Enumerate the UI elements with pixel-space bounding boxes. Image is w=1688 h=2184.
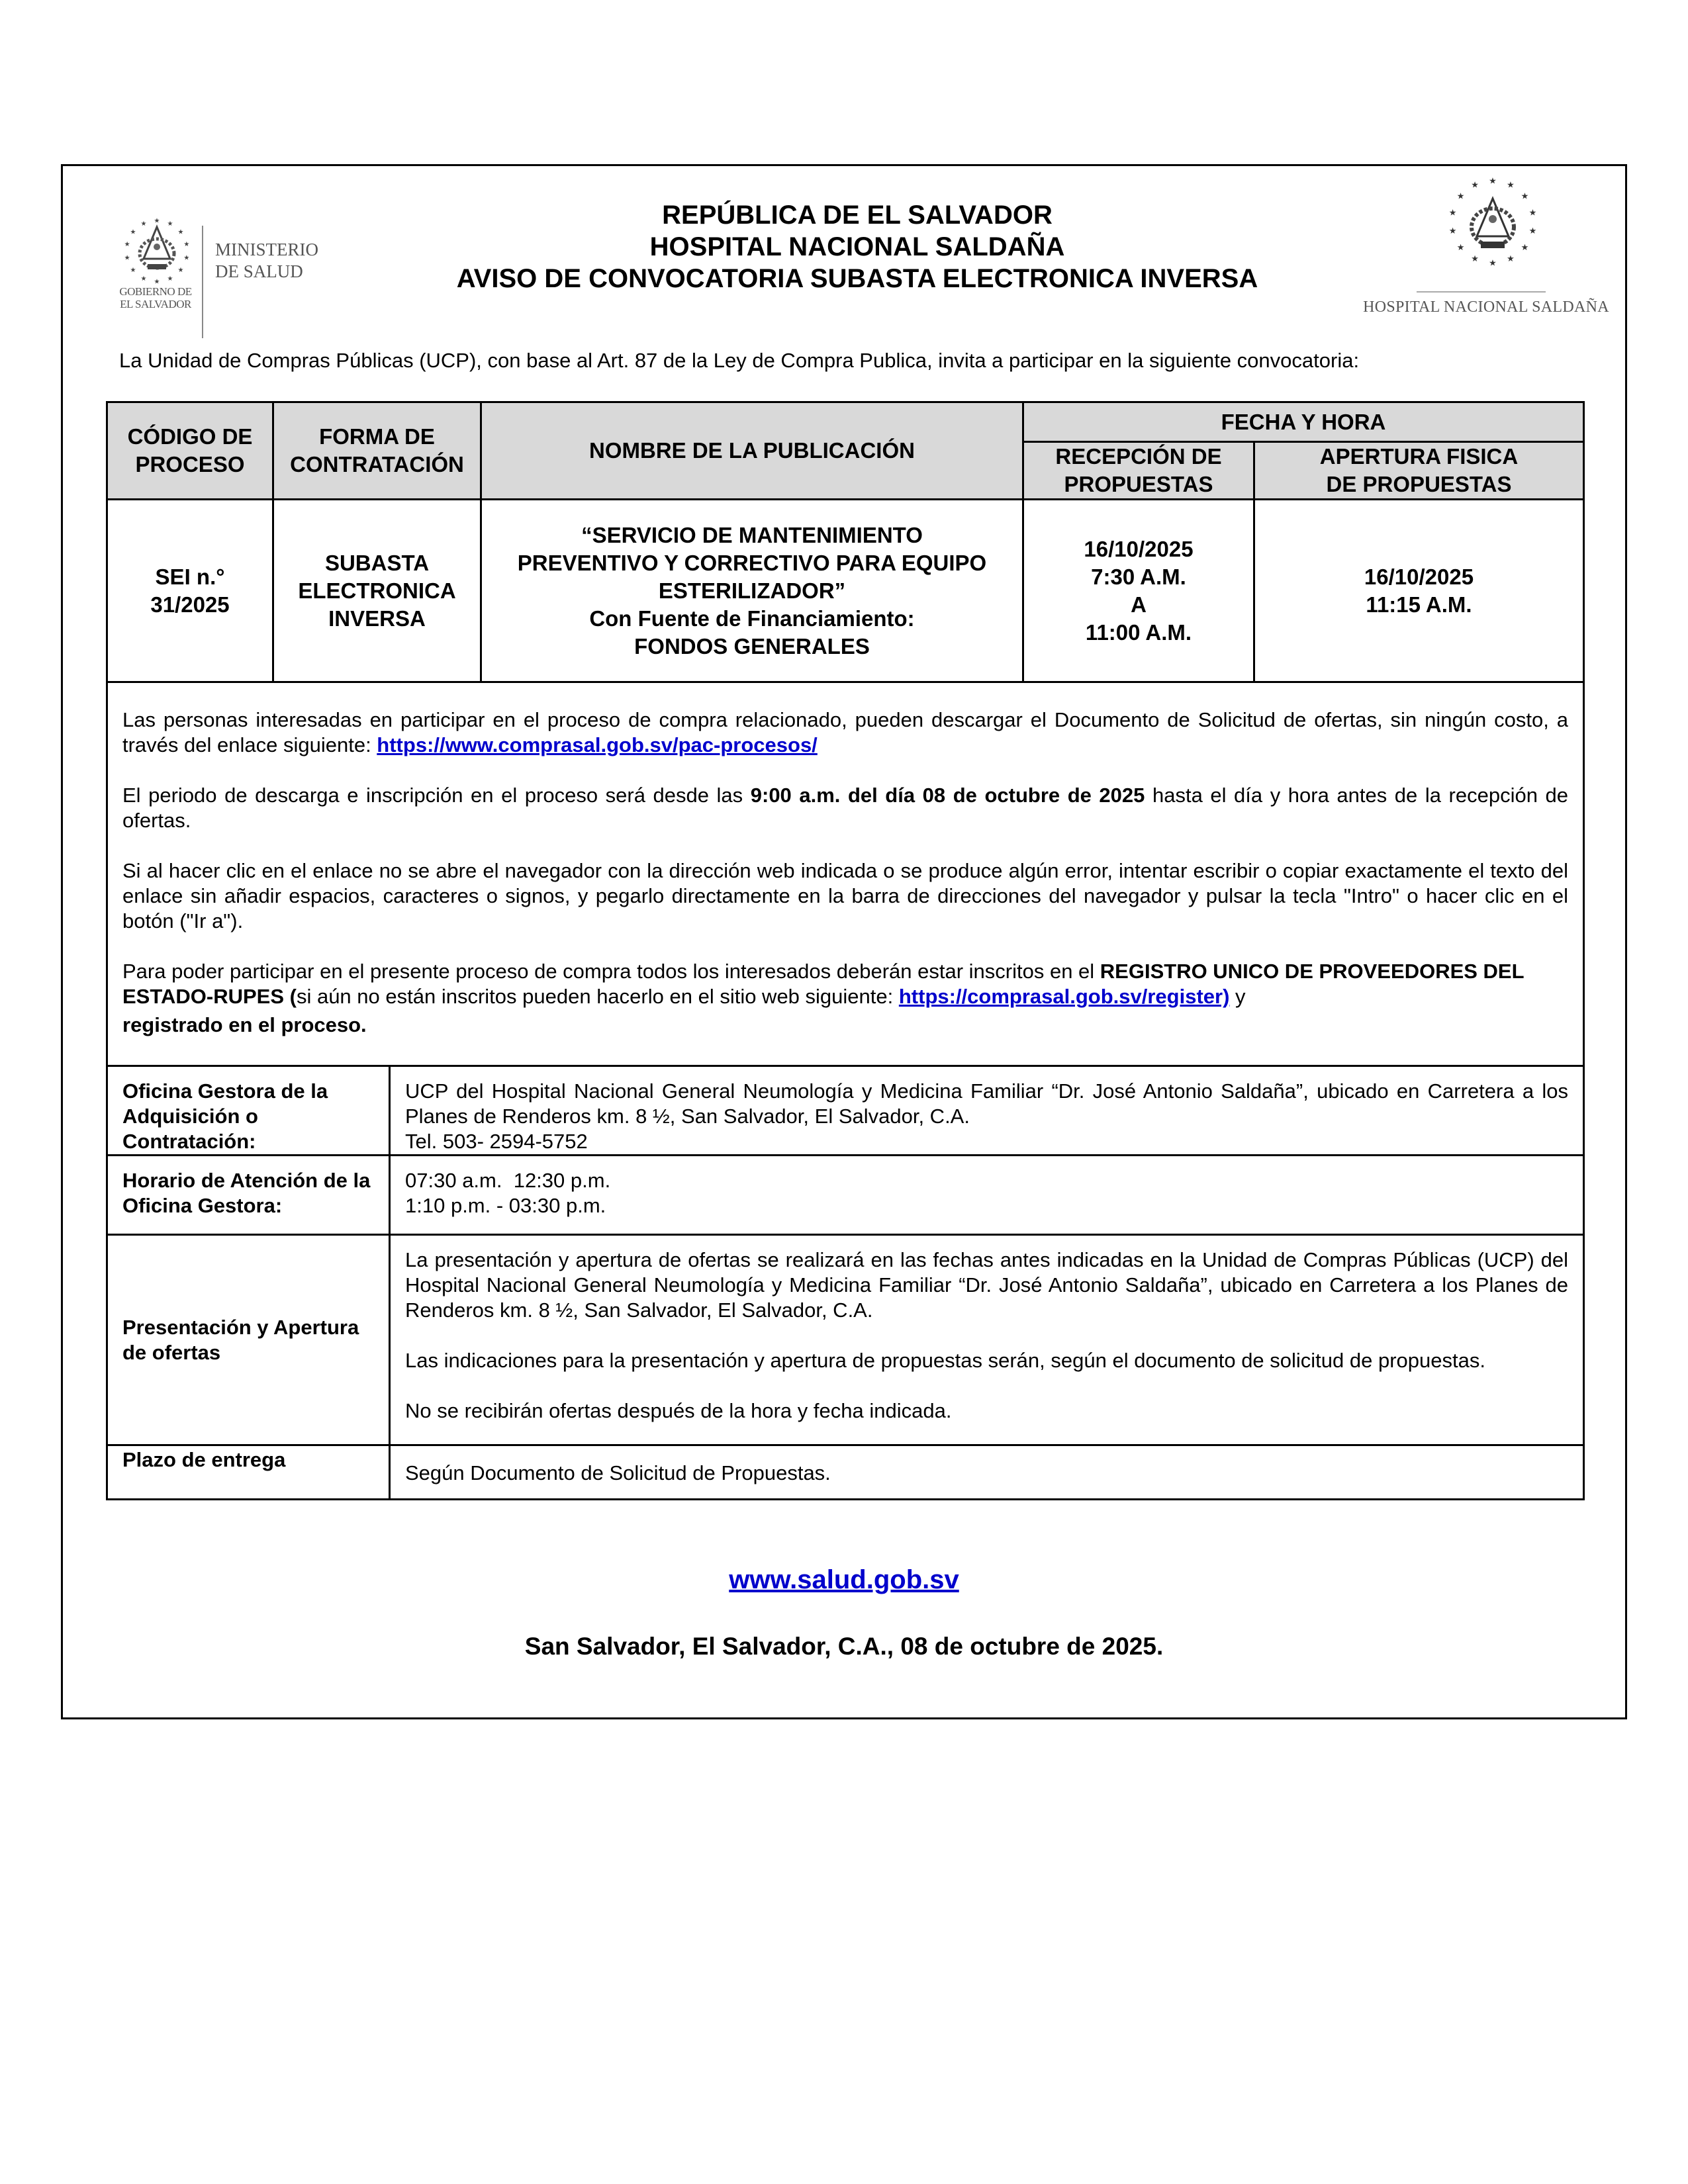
header-text: PROCESO	[135, 452, 245, 477]
info-section	[106, 681, 1585, 1067]
star-icon: ★	[1489, 257, 1497, 268]
comprasal-procesos-link[interactable]: https://www.comprasal.gob.sv/pac-procesos/	[377, 733, 818, 756]
star-icon: ★	[167, 220, 173, 228]
header-text: DE PROPUESTAS	[1326, 472, 1512, 496]
star-icon: ★	[130, 267, 136, 275]
star-icon: ★	[1448, 226, 1457, 236]
detail-line: No se recibirán ofertas después de la hora y fecha indicada.	[405, 1399, 952, 1422]
cell-text: PREVENTIVO Y CORRECTIVO PARA EQUIPO	[517, 550, 987, 575]
header-text: CONTRATACIÓN	[290, 452, 464, 477]
detail-value	[390, 1235, 1584, 1445]
star-icon: ★	[124, 241, 130, 249]
detail-label: Oficina Gestora de la Adquisición o Contratación:	[107, 1066, 390, 1156]
details-table	[106, 1065, 1585, 1500]
header-forma	[273, 402, 481, 500]
download-text: Las personas interesadas en participar en el proceso de compra relacionado, pueden descargar el Documento de Solicitud de ofertas, sin ningún costo, a través del enlace siguiente:	[122, 708, 1568, 756]
table-row	[107, 1066, 1584, 1156]
star-icon: ★	[1528, 207, 1537, 218]
header-text: RECEPCIÓN DE	[1055, 444, 1222, 469]
link-help-paragraph: Si al hacer clic en el enlace no se abre el navegador con la dirección web indicada o se produce algún error, intentar escribir o copiar exactamente el texto del enlace sin añadir espacios, caracteres o signos, y pegarlo directamente en la barra de direcciones del navegador y pulsar la tecla "Intro" o hacer clic en el botón ("Ir a").	[122, 859, 1568, 933]
rupes-text: Para poder participar en el presente proceso de compra todos los interesados deberán estar inscritos en el	[122, 960, 1100, 983]
header-text: PROPUESTAS	[1064, 472, 1213, 496]
cell-text: ELECTRONICA	[298, 578, 456, 603]
cell-text: ESTERILIZADOR”	[658, 578, 846, 603]
star-icon: ★	[177, 228, 184, 236]
cell-text: “SERVICIO DE MANTENIMIENTO	[581, 522, 923, 547]
detail-line: Según Documento de Solicitud de Propuestas.	[405, 1461, 831, 1484]
salud-website-link[interactable]: www.salud.gob.sv	[729, 1565, 959, 1594]
title-line1: REPÚBLICA DE EL SALVADOR	[662, 201, 1053, 230]
hospital-logo-text: HOSPITAL NACIONAL SALDAÑA	[1363, 298, 1609, 316]
coat-of-arms-icon	[124, 212, 190, 285]
detail-label: Horario de Atención de la Oficina Gestora:	[107, 1156, 390, 1235]
star-icon: ★	[1521, 242, 1529, 252]
star-icon: ★	[140, 275, 147, 283]
gobierno-label	[109, 285, 202, 310]
detail-line: 07:30 a.m. 12:30 p.m.	[405, 1169, 611, 1192]
period-date: 9:00 a.m. del día 08 de octubre de 2025	[750, 784, 1145, 807]
header-fecha-hora: FECHA Y HORA	[1023, 402, 1584, 442]
cell-text: FONDOS GENERALES	[634, 633, 870, 659]
detail-value	[390, 1066, 1584, 1156]
header-apertura	[1254, 442, 1584, 500]
detail-label: Plazo de entrega	[107, 1445, 390, 1500]
download-paragraph	[122, 707, 1568, 758]
header-recepcion	[1023, 442, 1254, 500]
star-icon: ★	[154, 217, 160, 225]
document-frame	[61, 164, 1627, 1719]
star-icon: ★	[124, 254, 130, 262]
detail-line: La presentación y apertura de ofertas se realizará en las fechas antes indicadas en la Unidad de Compras Públicas (UCP) del Hospital Nacional General Neumología y Medicina Familiar “Dr. José Antonio Saldaña”, ubicado en Carretera a los Planes de Renderos km. 8 ½, San Salvador, El Salvador, C.A.	[405, 1248, 1568, 1322]
cell-nombre	[481, 500, 1023, 682]
star-icon: ★	[1507, 179, 1515, 190]
page-title	[394, 199, 1321, 295]
ministerio-salud-logo	[109, 199, 334, 312]
detail-value	[390, 1445, 1584, 1500]
detail-line: UCP del Hospital Nacional General Neumología y Medicina Familiar “Dr. José Antonio Saldaña”, ubicado en Carretera a los Planes de Renderos km. 8 ½, San Salvador, El Salvador, C.A.	[405, 1079, 1568, 1128]
detail-line: 1:10 p.m. - 03:30 p.m.	[405, 1194, 606, 1217]
logo-divider	[202, 226, 203, 338]
website-footer	[63, 1565, 1625, 1595]
header-text: CÓDIGO DE	[127, 424, 253, 449]
star-icon: ★	[130, 228, 136, 236]
coat-of-arms-icon	[1446, 175, 1539, 268]
star-icon: ★	[1456, 191, 1465, 201]
star-icon: ★	[1471, 179, 1479, 190]
star-icon: ★	[1471, 253, 1479, 264]
logo-rule	[1417, 291, 1546, 293]
hospital-saldana-logo	[1354, 175, 1618, 316]
header-nombre: NOMBRE DE LA PUBLICACIÓN	[481, 402, 1023, 500]
cell-text: 16/10/2025	[1364, 564, 1474, 589]
star-icon: ★	[183, 254, 190, 262]
rupes-bold: REGISTRO UNICO DE PROVEEDORES DEL ESTADO-RUPES (	[122, 960, 1524, 1008]
header-text: APERTURA FISICA	[1319, 444, 1519, 469]
rupes-paragraph	[122, 959, 1568, 1041]
ministerio-label	[215, 239, 318, 283]
convocatoria-table	[106, 401, 1585, 683]
star-icon: ★	[1507, 253, 1515, 264]
gov-line2: EL SALVADOR	[120, 298, 191, 310]
detail-line: Tel. 503- 2594-5752	[405, 1130, 588, 1153]
title-line3: AVISO DE CONVOCATORIA SUBASTA ELECTRONICA INVERSA	[456, 264, 1258, 293]
cell-text: Con Fuente de Financiamiento:	[589, 606, 915, 631]
ministry-line2: DE SALUD	[215, 261, 303, 281]
cell-text: 11:00 A.M.	[1085, 619, 1192, 645]
detail-label: Presentación y Apertura de ofertas	[107, 1235, 390, 1445]
dateline: San Salvador, El Salvador, C.A., 08 de octubre de 2025.	[524, 1633, 1164, 1660]
star-icon: ★	[167, 275, 173, 283]
table-row	[107, 1156, 1584, 1235]
ministry-line1: MINISTERIO	[215, 240, 318, 259]
star-icon: ★	[1456, 242, 1465, 252]
cell-text: 7:30 A.M.	[1091, 564, 1186, 589]
table-row	[107, 1445, 1584, 1500]
header-codigo	[107, 402, 273, 500]
title-line2: HOSPITAL NACIONAL SALDAÑA	[649, 232, 1065, 261]
cell-forma	[273, 500, 481, 682]
star-icon: ★	[1521, 191, 1529, 201]
star-icon: ★	[1448, 207, 1457, 218]
rupes-registered: registrado en el proceso.	[122, 1013, 367, 1036]
table-row	[107, 500, 1584, 682]
comprasal-register-link[interactable]: https://comprasal.gob.sv/register)	[898, 985, 1230, 1008]
star-icon: ★	[1528, 226, 1537, 236]
cell-apertura	[1254, 500, 1584, 682]
cell-text: INVERSA	[328, 606, 426, 631]
cell-text: 16/10/2025	[1084, 536, 1194, 561]
cell-codigo	[107, 500, 273, 682]
cell-text: SUBASTA	[324, 550, 430, 575]
header-text: FORMA DE	[319, 424, 435, 449]
rupes-and: y	[1229, 985, 1246, 1008]
cell-text: 11:15 A.M.	[1366, 592, 1472, 617]
gov-line1: GOBIERNO DE	[119, 285, 192, 298]
star-icon: ★	[1489, 175, 1497, 186]
cell-text: A	[1131, 592, 1147, 617]
period-text: El periodo de descarga e inscripción en el proceso será desde las	[122, 784, 751, 807]
cell-text: 31/2025	[150, 592, 230, 617]
table-row	[107, 1235, 1584, 1445]
detail-value	[390, 1156, 1584, 1235]
rupes-mid: si aún no están inscritos pueden hacerlo en el sitio web siguiente:	[296, 985, 899, 1008]
cell-recepcion	[1023, 500, 1254, 682]
detail-line: Las indicaciones para la presentación y apertura de propuestas serán, según el documento de solicitud de propuestas.	[405, 1349, 1485, 1372]
period-text-end: hasta el día y hora antes de la recepción de ofertas.	[122, 784, 1568, 832]
star-icon: ★	[140, 220, 147, 228]
cell-text: SEI n.°	[155, 564, 225, 589]
star-icon: ★	[154, 278, 160, 285]
period-paragraph	[122, 783, 1568, 833]
star-icon: ★	[177, 267, 184, 275]
intro-text: La Unidad de Compras Públicas (UCP), con base al Art. 87 de la Ley de Compra Publica, invita a participar en la siguiente convocatoria:	[119, 349, 1360, 372]
star-icon: ★	[183, 241, 190, 249]
